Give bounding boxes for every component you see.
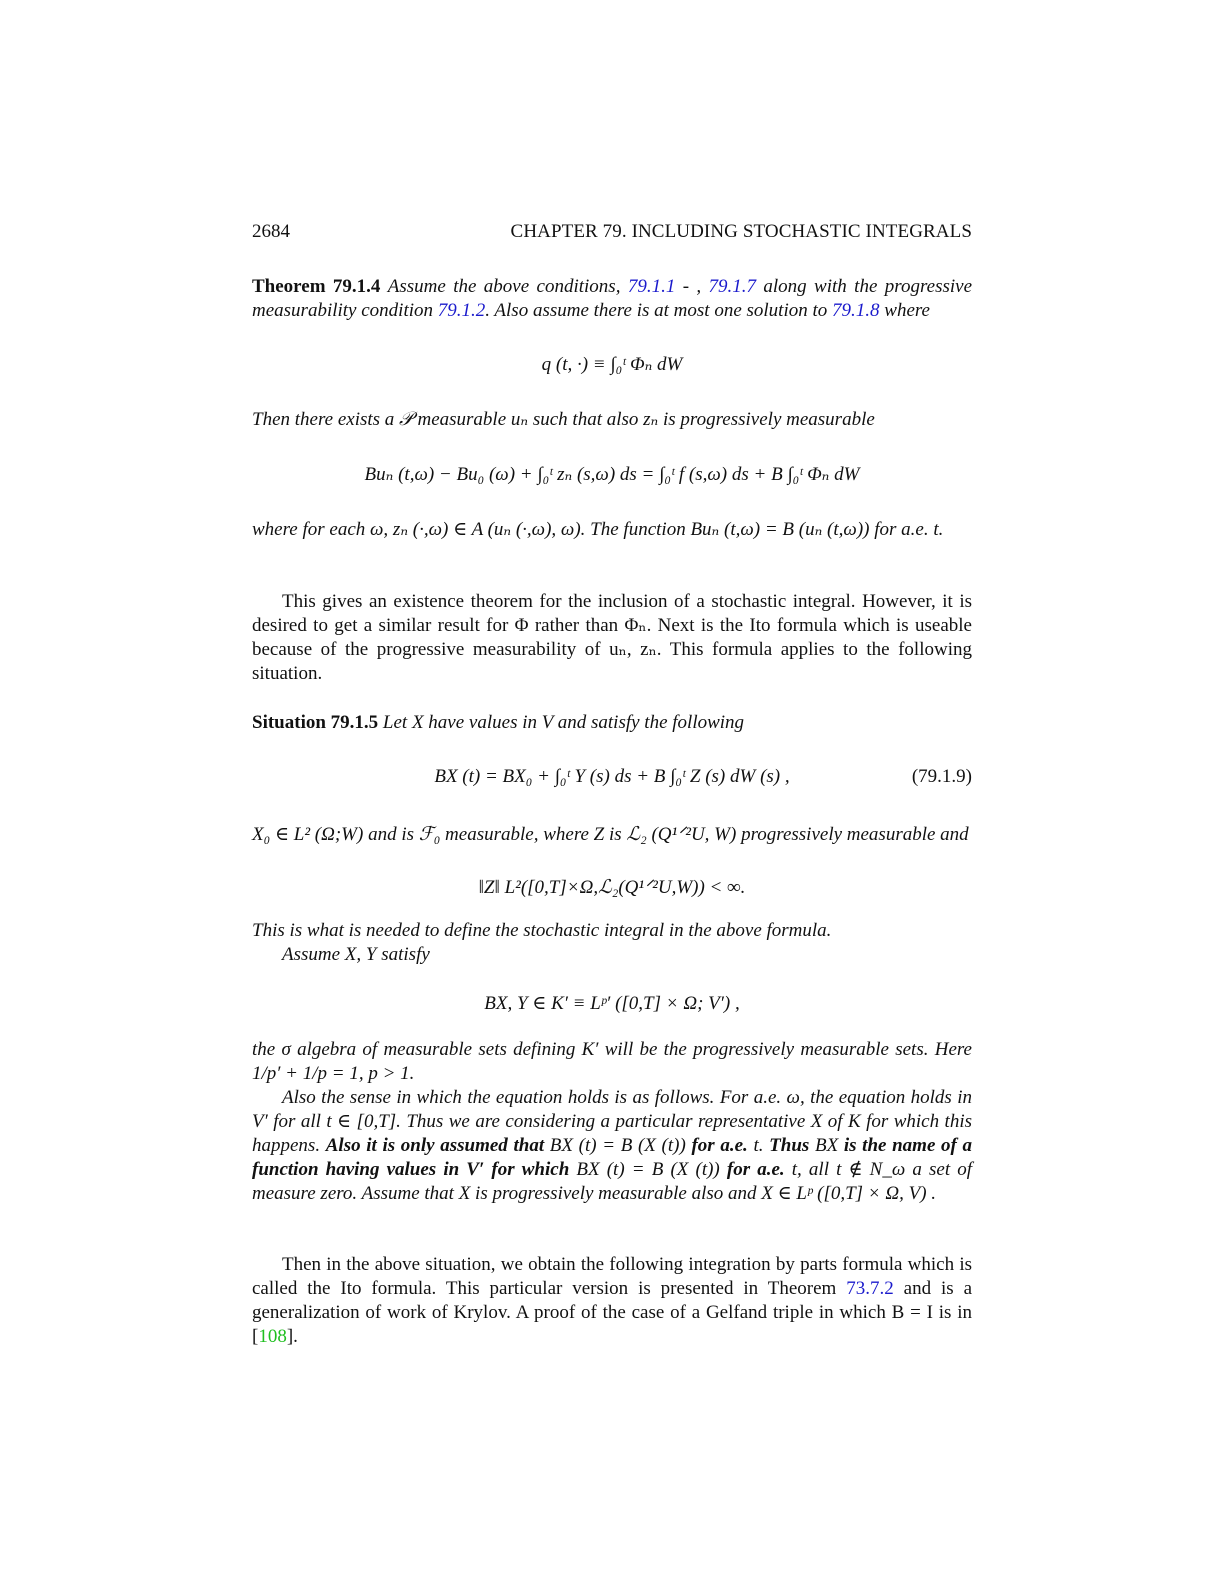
sense-b: BX (t) = B (X (t)) bbox=[544, 1135, 692, 1156]
page-number: 2684 bbox=[252, 221, 290, 242]
theorem-where-text: where for each ω, zₙ (·,ω) ∈ A (uₙ (·,ω), ω). The function Buₙ (t,ω) = B (uₙ (t,ω)) for a.e. t. bbox=[252, 519, 944, 540]
assume-xy-text: Assume X, Y satisfy bbox=[282, 944, 430, 965]
equation-norm-text: ‖Z‖ L²([0,T]×Ω,ℒ₂(Q¹ᐟ²U,W)) < ∞. bbox=[478, 877, 746, 898]
sense-bold-5: for a.e. bbox=[726, 1159, 785, 1180]
sense-bold-3: Thus bbox=[769, 1135, 810, 1156]
equation-79-1-9 bbox=[252, 765, 972, 789]
paragraph-existence: This gives an existence theorem for the inclusion of a stochastic integral. However, it is desired to get a similar result for Φ rather than Φₙ. Next is the Ito formula which is useable because of the progressive measurability of uₙ, zₙ. This formula applies to the following situation. bbox=[252, 591, 972, 684]
theorem-label: Theorem 79.1.4 bbox=[252, 276, 381, 297]
paragraph-ito bbox=[252, 1253, 972, 1349]
situation-label: Situation 79.1.5 bbox=[252, 712, 379, 733]
sense-bold-1: Also it is only assumed that bbox=[325, 1135, 545, 1156]
equation-norm bbox=[252, 876, 972, 900]
sense-c: t. bbox=[747, 1135, 770, 1156]
chapter-title: CHAPTER 79. INCLUDING STOCHASTIC INTEGRALS bbox=[510, 221, 972, 242]
sense-d: BX bbox=[809, 1135, 844, 1156]
x0-condition: X₀ ∈ L² (Ω;W) and is ℱ₀ measurable, where Z is ℒ₂ (Q¹ᐟ²U, W) progressively measurable and bbox=[252, 824, 969, 845]
equation-number: (79.1.9) bbox=[911, 766, 972, 787]
sense-e: BX (t) = B (X (t)) bbox=[569, 1159, 727, 1180]
citation-108[interactable]: 108 bbox=[258, 1326, 287, 1347]
situation-statement bbox=[252, 711, 972, 735]
equation-bun bbox=[252, 463, 972, 487]
equation-bun-text: Buₙ (t,ω) − Bu₀ (ω) + ∫₀ᵗ zₙ (s,ω) ds = ∫₀ᵗ f (s,ω) ds + B ∫₀ᵗ Φₙ dW bbox=[364, 464, 860, 485]
equation-79-1-9-text: BX (t) = BX₀ + ∫₀ᵗ Y (s) ds + B ∫₀ᵗ Z (s) dW (s) , bbox=[434, 766, 790, 787]
equation-q-text: q (t, ·) ≡ ∫₀ᵗ Φₙ dW bbox=[541, 354, 683, 375]
theorem-dash: - , bbox=[675, 276, 709, 297]
ref-79-1-1[interactable]: 79.1.1 bbox=[627, 276, 676, 297]
situation-text: Let X have values in V and satisfy the following bbox=[382, 712, 745, 733]
theorem-text-a: Assume the above conditions, bbox=[387, 276, 621, 297]
sense-f: t, all t ∉ N_ω a set of measure zero. Assume that X is progressively measurable also and X ∈ Lᵖ ([0,T] × Ω, V) . bbox=[252, 1159, 973, 1204]
ref-79-1-2[interactable]: 79.1.2 bbox=[437, 300, 486, 321]
equation-k bbox=[252, 992, 972, 1016]
needed-text: This is what is needed to define the stochastic integral in the above formula. bbox=[252, 920, 832, 941]
ito-text-c: ]. bbox=[286, 1326, 298, 1347]
ref-73-7-2[interactable]: 73.7.2 bbox=[846, 1278, 894, 1299]
theorem-statement bbox=[252, 275, 972, 323]
ito-text-b: and is a generalization of work of Krylov. A proof of the case of a Gelfand triple in which B = I is in [ bbox=[252, 1278, 973, 1347]
sense-a: Also the sense in which the equation holds is as follows. For a.e. ω, the equation holds in V′ for all t ∈ [0,T]. Thus we are considering a particular representative X of K for which this happens. bbox=[252, 1087, 972, 1156]
sense-paragraph bbox=[252, 1086, 972, 1206]
sense-bold-2: for a.e. bbox=[691, 1135, 748, 1156]
running-header bbox=[252, 220, 972, 246]
theorem-text-c: . Also assume there is at most one solution to bbox=[485, 300, 833, 321]
sense-bold-4: is the name of a function having values in V′ for which bbox=[252, 1135, 973, 1180]
theorem-text-d: where bbox=[879, 300, 930, 321]
theorem-then-text: Then there exists a 𝒫 measurable uₙ such that also zₙ is progressively measurable bbox=[252, 409, 875, 430]
ref-79-1-8[interactable]: 79.1.8 bbox=[832, 300, 880, 321]
equation-k-text: BX, Y ∈ K′ ≡ Lᵖ′ ([0,T] × Ω; V′) , bbox=[484, 993, 740, 1014]
equation-q bbox=[252, 353, 972, 377]
theorem-text-b: along with the progressive measurability condition bbox=[252, 276, 972, 321]
sigma-algebra-text: the σ algebra of measurable sets defining K′ will be the progressively measurable sets. Here 1/p′ + 1/p = 1, p > 1. bbox=[252, 1039, 972, 1084]
ref-79-1-7[interactable]: 79.1.7 bbox=[708, 276, 757, 297]
ito-text-a: Then in the above situation, we obtain the following integration by parts formula which is called the Ito formula. This particular version is presented in Theorem bbox=[252, 1254, 972, 1299]
